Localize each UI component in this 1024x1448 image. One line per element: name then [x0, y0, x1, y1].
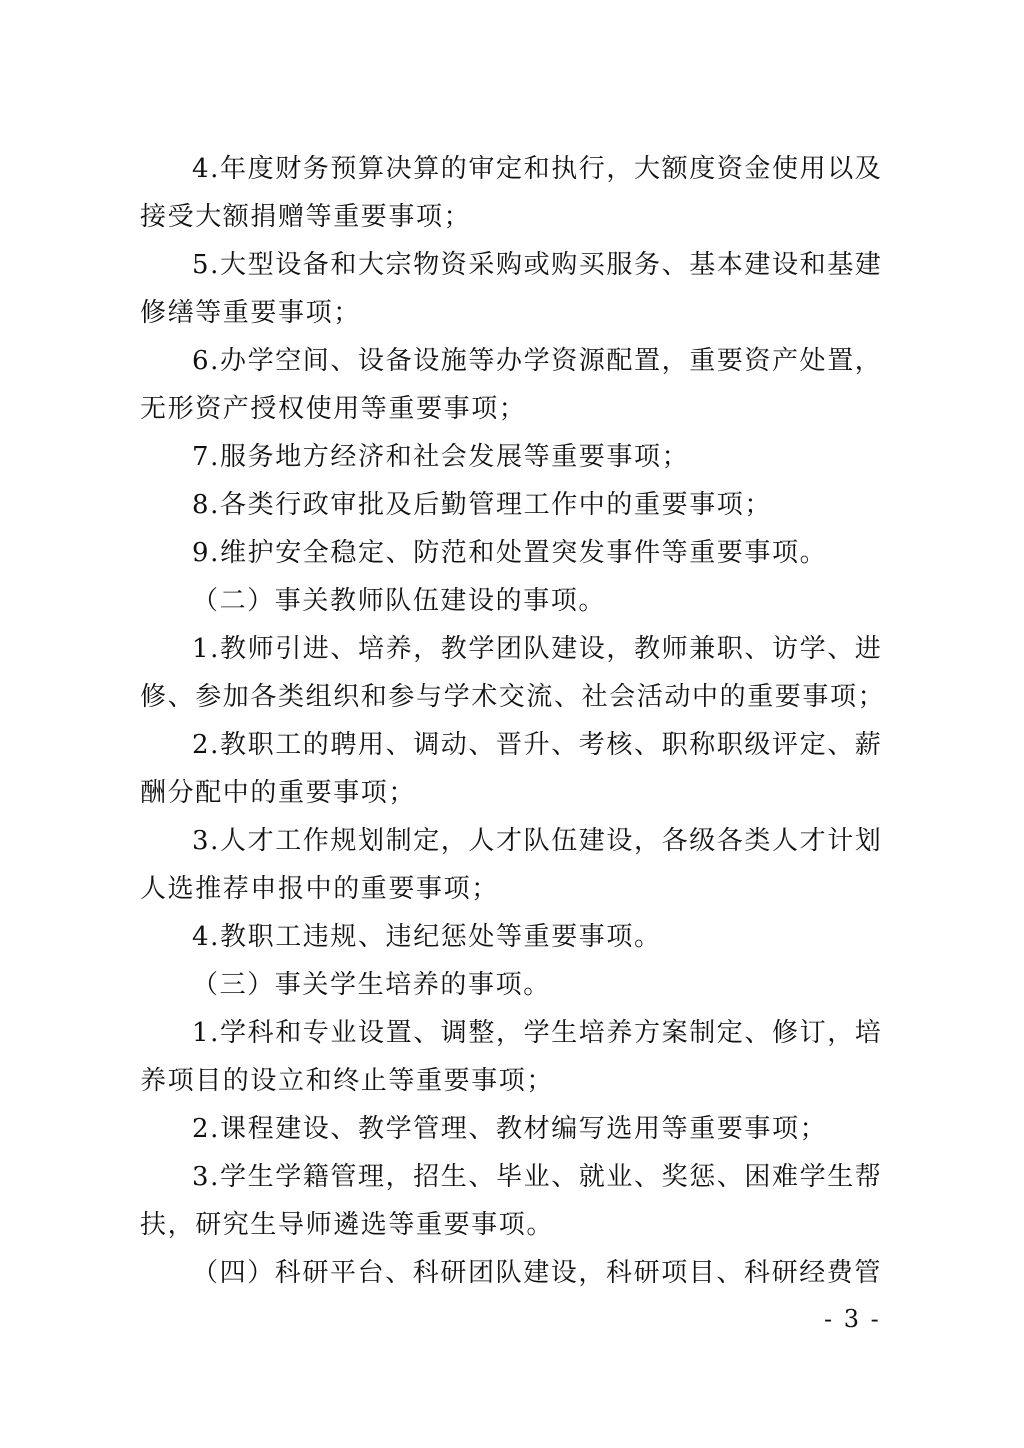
paragraph-line: 4.年度财务预算决算的审定和执行，大额度资金使用以及 — [192, 154, 883, 184]
paragraph-line: 扶，研究生导师遴选等重要事项。 — [140, 1210, 555, 1240]
paragraph-line: 3.学生学籍管理，招生、毕业、就业、奖惩、困难学生帮 — [192, 1162, 883, 1192]
paragraph-line: 2.课程建设、教学管理、教材编写选用等重要事项； — [192, 1114, 828, 1144]
paragraph-line: 7.服务地方经济和社会发展等重要事项； — [192, 442, 690, 472]
paragraph-line: 3.人才工作规划制定，人才队伍建设，各级各类人才计划 — [192, 826, 883, 856]
paragraph-line: 9.维护安全稳定、防范和处置突发事件等重要事项。 — [192, 538, 828, 568]
paragraph-line: 修缮等重要事项； — [140, 298, 361, 328]
paragraph-line: 6.办学空间、设备设施等办学资源配置，重要资产处置， — [192, 346, 883, 376]
paragraph-line: 2.教职工的聘用、调动、晋升、考核、职称职级评定、薪 — [192, 730, 883, 760]
paragraph-line: 人选推荐申报中的重要事项； — [140, 874, 499, 904]
paragraph-line: 8.各类行政审批及后勤管理工作中的重要事项； — [192, 490, 773, 520]
paragraph-line: 养项目的设立和终止等重要事项； — [140, 1066, 555, 1096]
paragraph-line: 1.教师引进、培养，教学团队建设，教师兼职、访学、进 — [192, 634, 883, 664]
paragraph-line: 无形资产授权使用等重要事项； — [140, 394, 527, 424]
paragraph-line: 修、参加各类组织和参与学术交流、社会活动中的重要事项； — [140, 682, 886, 712]
paragraph-line: 4.教职工违规、违纪惩处等重要事项。 — [192, 922, 662, 952]
section-heading: （四）科研平台、科研团队建设，科研项目、科研经费管 — [192, 1258, 883, 1288]
section-heading: （二）事关教师队伍建设的事项。 — [192, 586, 607, 616]
paragraph-line: 1.学科和专业设置、调整，学生培养方案制定、修订，培 — [192, 1018, 883, 1048]
page-number: - 3 - — [824, 1305, 881, 1333]
section-heading: （三）事关学生培养的事项。 — [192, 970, 551, 1000]
paragraph-line: 5.大型设备和大宗物资采购或购买服务、基本建设和基建 — [192, 250, 883, 280]
paragraph-line: 酬分配中的重要事项； — [140, 778, 417, 808]
paragraph-line: 接受大额捐赠等重要事项； — [140, 202, 472, 232]
